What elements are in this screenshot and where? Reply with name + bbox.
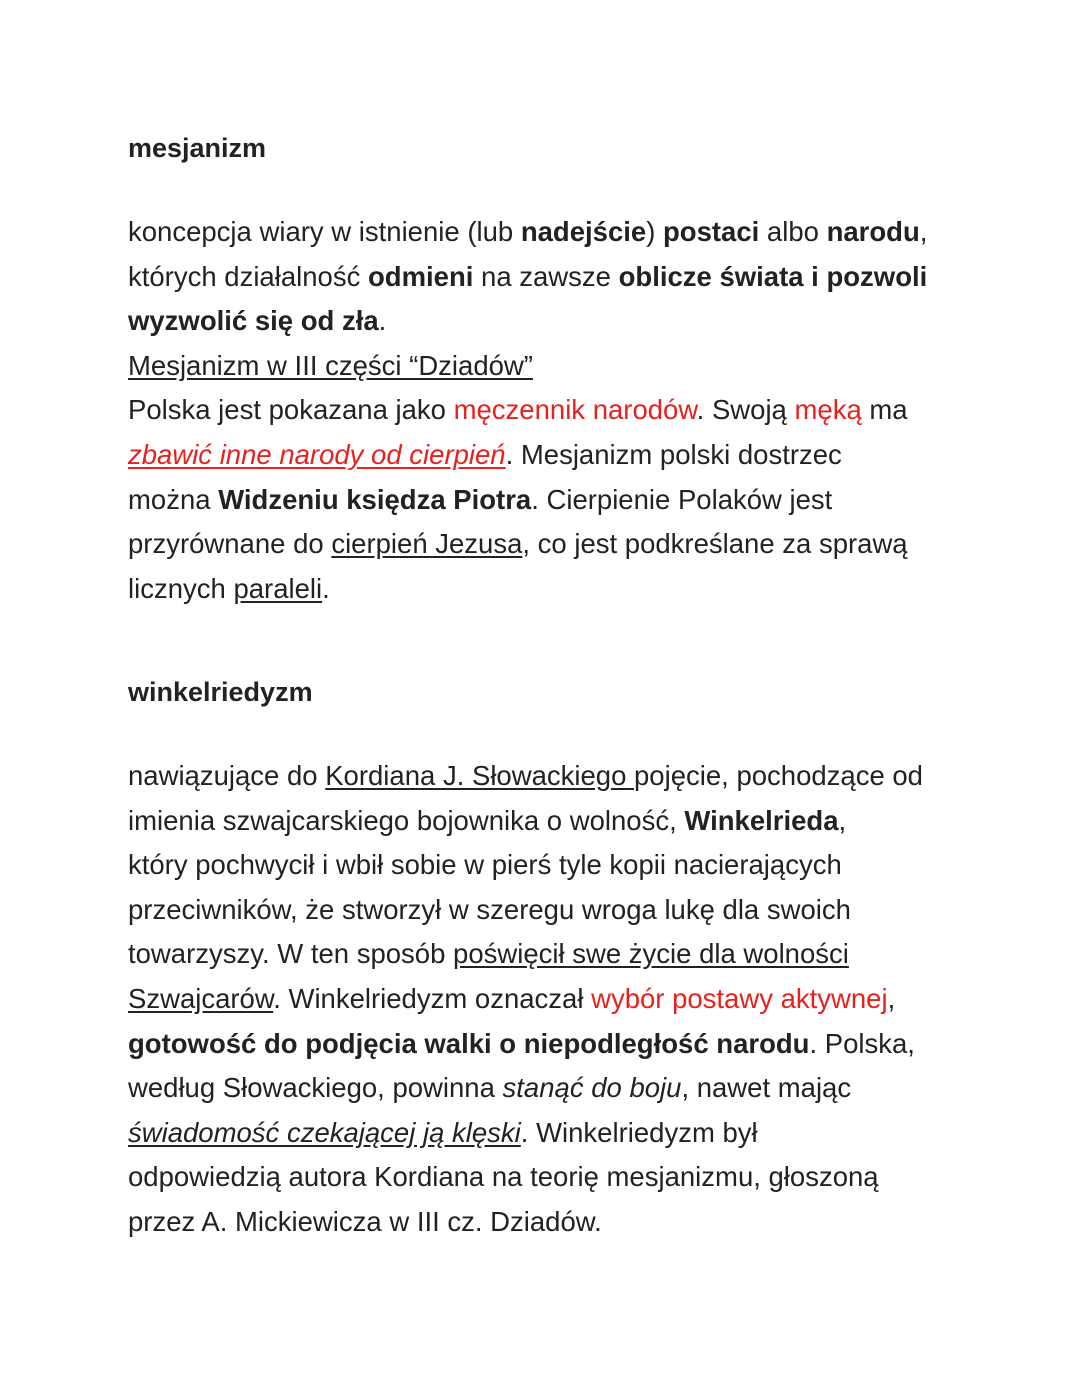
text-run: męczennik narodów [453, 394, 697, 426]
text-run: męką [794, 394, 862, 426]
text-line [128, 299, 968, 344]
text-line [128, 799, 968, 844]
text-run: których działalność [128, 260, 368, 292]
text-run: pojęcie, pochodzące od [634, 760, 923, 791]
text-run: świadomość czekającej ją klęski [128, 1116, 521, 1148]
text-run: gotowość do podjęcia walki o niepodległość narodu [128, 1027, 810, 1059]
text-run: , [919, 216, 928, 247]
text-line [128, 210, 968, 255]
text-line [128, 977, 968, 1022]
text-run: Kordiana J. Słowackiego [325, 760, 635, 791]
definition-body [128, 754, 968, 1245]
text-run: cierpień Jezusa [331, 528, 523, 560]
text-run: ) [646, 216, 663, 247]
text-run: . Swoją [696, 394, 795, 426]
text-line [128, 888, 968, 933]
text-run: Polska jest pokazana jako [128, 394, 454, 426]
text-line [128, 567, 968, 612]
text-run: albo [759, 216, 827, 247]
text-run: . Cierpienie Polaków jest [531, 483, 833, 515]
text-line [128, 344, 968, 389]
text-line [128, 754, 968, 799]
text-run: przyrównane do [128, 528, 332, 560]
definition-winkelriedyzm [128, 672, 968, 1245]
text-run: towarzyszy. W ten sposób [128, 938, 454, 970]
text-run: stanąć do boju [502, 1072, 682, 1104]
text-run: . Winkelriedyzm oznaczał [273, 982, 592, 1014]
text-line [128, 388, 968, 433]
text-run: narodu [826, 216, 920, 247]
text-run: licznych [128, 572, 234, 604]
text-run: wybór postawy aktywnej [591, 982, 888, 1014]
text-run: , [838, 804, 847, 836]
text-line [128, 478, 968, 523]
text-run: Widzeniu księdza Piotra [218, 483, 532, 515]
text-run: na zawsze [473, 260, 619, 292]
term-heading: winkelriedyzm [128, 677, 313, 707]
text-run: nawiązujące do [128, 760, 326, 791]
text-line [128, 433, 968, 478]
text-run: koncepcja wiary w istnienie (lub [128, 216, 521, 247]
text-run: według Słowackiego, powinna [128, 1072, 503, 1104]
text-line [128, 522, 968, 567]
text-line [128, 843, 968, 888]
text-run: , [887, 982, 896, 1014]
text-run: Mesjanizm w III części “Dziadów” [128, 349, 533, 381]
text-run: poświęcił swe życie dla wolności [453, 938, 849, 970]
text-run: . Winkelriedyzm był [520, 1116, 758, 1148]
text-line [128, 1022, 968, 1067]
definition-body [128, 210, 968, 611]
text-line [128, 1155, 968, 1200]
text-line [128, 1200, 968, 1245]
text-run: ma [861, 394, 908, 426]
text-run: wyzwolić się od zła [128, 305, 379, 337]
text-run: można [128, 483, 219, 515]
text-line [128, 1066, 968, 1111]
text-run: nadejście [520, 216, 647, 247]
text-run: zbawić inne narody od cierpień [128, 438, 506, 470]
text-line [128, 1111, 968, 1156]
text-line [128, 932, 968, 977]
text-run: . [378, 305, 387, 337]
text-run: . [322, 572, 330, 604]
definition-mesjanizm [128, 128, 968, 611]
text-run: . Mesjanizm polski dostrzec [505, 438, 842, 470]
text-line [128, 255, 968, 300]
text-run: który pochwycił i wbił sobie w pierś tyle kopii nacierających [128, 849, 842, 881]
text-run: . Polska, [809, 1027, 915, 1059]
text-run: przez A. Mickiewicza w III cz. Dziadów. [128, 1205, 602, 1237]
text-run: paraleli [233, 572, 323, 604]
text-run: , nawet mając [681, 1072, 852, 1104]
text-run: przeciwników, że stworzył w szeregu wroga lukę dla swoich [128, 893, 851, 925]
text-run: postaci [663, 216, 760, 247]
text-run: Winkelrieda [684, 804, 839, 836]
term-heading: mesjanizm [128, 133, 267, 163]
text-run: odpowiedzią autora Kordiana na teorię mesjanizmu, głoszoną [128, 1161, 879, 1193]
text-run: Szwajcarów [128, 982, 274, 1014]
text-run: odmieni [367, 260, 474, 292]
text-run: imienia szwajcarskiego bojownika o wolność, [128, 804, 685, 836]
text-run: oblicze świata i pozwoli [618, 260, 928, 292]
text-run: , co jest podkreślane za sprawą [522, 528, 908, 560]
